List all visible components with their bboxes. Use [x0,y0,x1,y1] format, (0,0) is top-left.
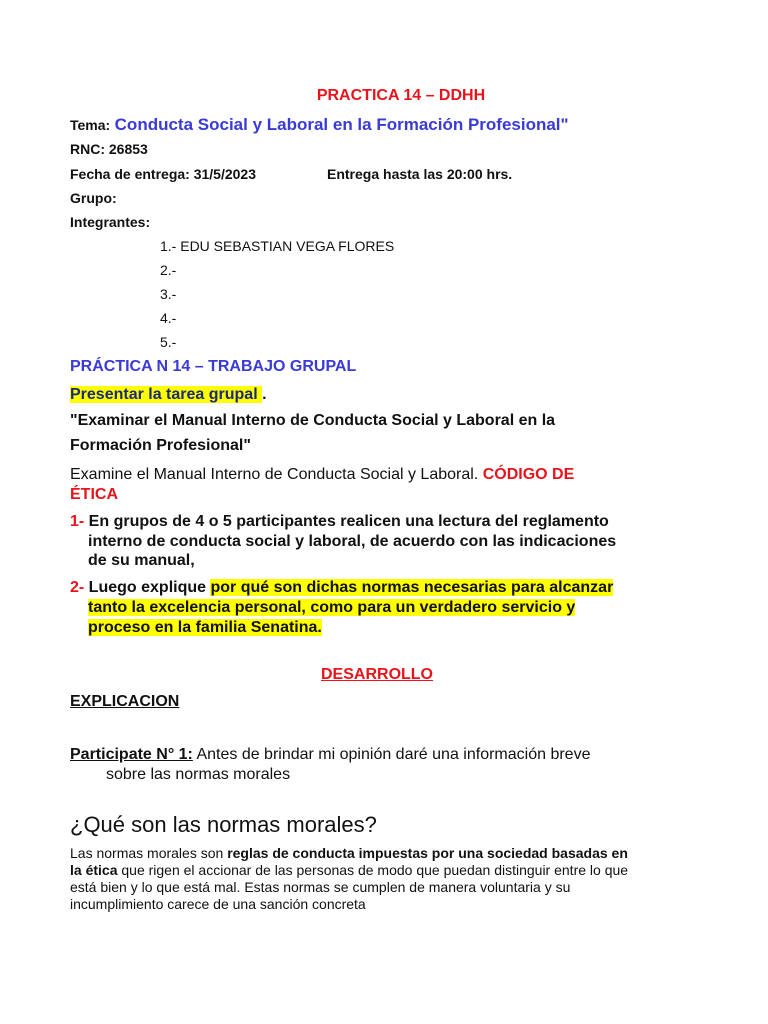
instruction-1-line-3: de su manual, [88,552,195,569]
body-text-1: Las normas morales son [70,845,228,861]
desarrollo-heading: DESARROLLO [321,666,433,683]
participante-line-1 [70,746,590,764]
body-line-4: incumplimiento carece de una sanción concreta [70,896,366,912]
instruction-1-text-1: En grupos de 4 o 5 participantes realicen una lectura del reglamento [84,513,609,530]
fecha-entrega: Fecha de entrega: 31/5/2023 [70,166,256,182]
tema-label: Tema: [70,117,111,133]
present-highlight: Presentar la tarea grupal [70,386,263,403]
examinar-line-2: Formación Profesional" [70,437,251,454]
present-line [70,386,267,404]
question-heading: ¿Qué son las normas morales? [70,812,377,837]
examine-line [70,466,574,484]
examinar-line-1: "Examinar el Manual Interno de Conducta Social y Laboral en la [70,412,556,429]
member-4: 4.- [160,310,177,326]
instruction-1-number: 1- [70,513,85,530]
tema-row [70,115,569,135]
participante-label: Participate N° 1: [70,746,193,763]
body-bold-1: reglas de conducta impuestas por una sociedad basadas en [227,845,628,861]
participante-text-1: Antes de brindar mi opinión daré una información breve [192,746,591,763]
integrantes-label: Integrantes: [70,214,151,230]
codigo-etica-1: CÓDIGO DE [482,466,575,483]
instruction-2-highlight-1: por qué son dichas normas necesarias para alcanzar [210,579,614,596]
instruction-2-number: 2- [70,579,85,596]
participante-line-2: sobre las normas morales [106,766,291,783]
practice-heading: PRÁCTICA N 14 – TRABAJO GRUPAL [70,358,357,375]
instruction-2-highlight-2: tanto la excelencia personal, como para un verdadero servicio y [88,599,576,616]
member-3: 3.- [160,286,177,302]
tema-value: Conducta Social y Laboral en la Formación Profesional" [114,115,569,134]
body-text-2: que rigen el accionar de las personas de modo que puedan distinguir entre lo que [117,862,629,878]
instruction-2-pre: Luego explique [84,579,211,596]
body-line-2 [70,862,628,878]
explicacion-heading: EXPLICACION [70,693,180,710]
instruction-1-line-2: interno de conducta social y laboral, de acuerdo con las indicaciones [88,533,617,550]
body-line-3: está bien y lo que está mal. Estas normas se cumplen de manera voluntaria y su [70,879,571,895]
instruction-2-line-2 [88,599,575,617]
body-bold-2: la ética [70,862,118,878]
examine-text: Examine el Manual Interno de Conducta Social y Laboral. [70,466,483,483]
instruction-2-line-1 [70,579,613,597]
instruction-2-line-3 [88,619,322,637]
instruction-2-highlight-3: proceso en la familia Senatina. [88,619,322,636]
member-5: 5.- [160,334,177,350]
document-title: PRACTICA 14 – DDHH [316,87,486,104]
rnc-line: RNC: 26853 [70,141,148,157]
entrega-hora: Entrega hasta las 20:00 hrs. [327,166,513,182]
member-1: 1.- EDU SEBASTIAN VEGA FLORES [160,238,395,254]
member-2: 2.- [160,262,177,278]
body-line-1 [70,845,628,861]
present-dot: . [262,386,267,403]
codigo-etica-2: ÉTICA [70,486,118,503]
instruction-1-line-1 [70,513,609,531]
grupo-label: Grupo: [70,190,117,206]
